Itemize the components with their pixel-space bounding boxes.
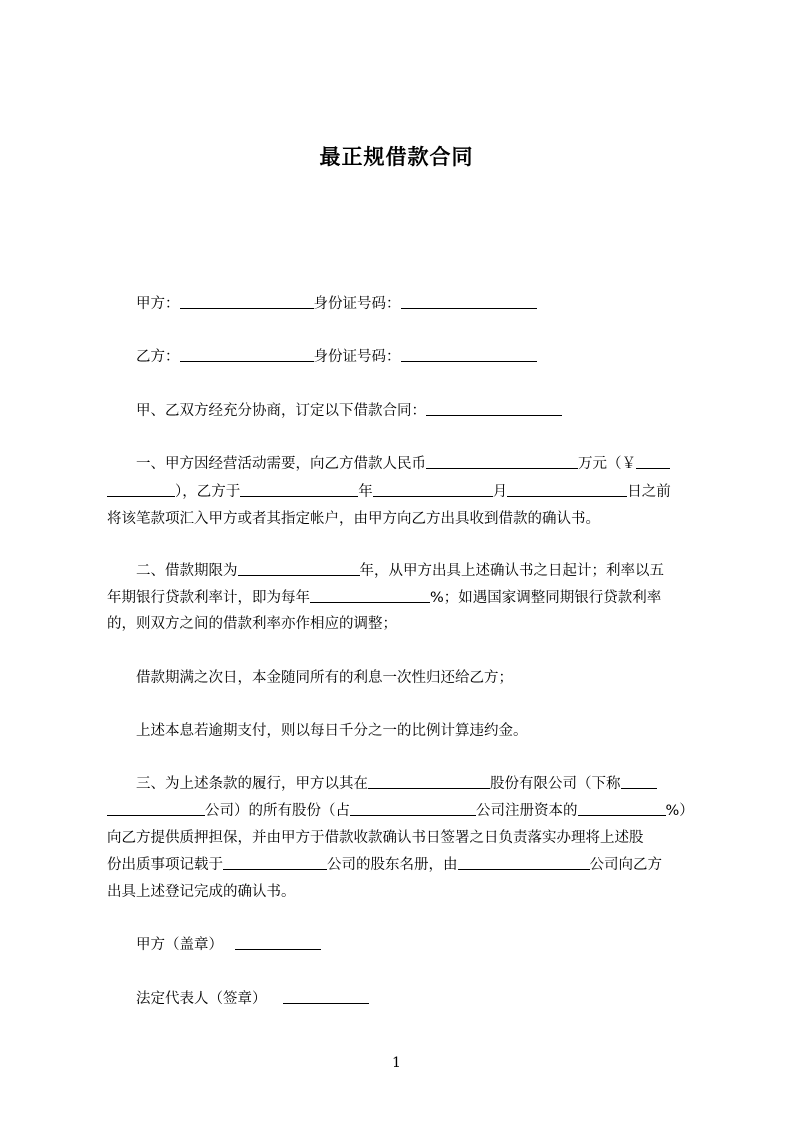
party-a-seal-line [0,933,793,954]
party-b-line [0,345,793,366]
clause3-text-f: 向乙方提供质押担保，并由甲方于借款收款确认书日签署之日负责落实办理将上述股 [107,830,644,846]
party-a-seal-blank [235,935,321,950]
clause3-line5 [0,880,793,901]
penalty-text: 上述本息若逾期支付，则以每日千分之一的比例计算违约金。 [136,723,528,739]
clause1-line2 [0,480,793,501]
clause1-text-c: ），乙方于 [175,484,241,500]
interest-rate-blank [310,588,430,603]
loan-term-blank [238,561,360,576]
clause2-line1 [0,559,793,580]
clause1-text-b: 万元（￥ [578,456,636,472]
clause3-line1 [0,772,793,793]
legal-rep-signature-blank [283,989,369,1004]
party-a-name-blank [180,294,314,309]
confirm-company-blank [458,855,590,870]
clause2-text-d: %；如遇国家调整同期银行贷款利率 [430,590,662,606]
party-a-id-label: 身份证号码： [313,296,401,312]
legal-rep-label: 法定代表人（签章） [136,991,267,1007]
short-name-blank [621,774,657,789]
clause2-text-e: 的，则双方之间的借款利率亦作相应的调整； [107,616,397,632]
clause2-text-a: 二、借款期限为 [136,563,238,579]
clause3-text-i: 公司向乙方 [589,857,662,873]
document-title: 最正规借款合同 [319,145,474,169]
party-b-name-blank [180,347,314,362]
clause2-line3 [0,612,793,633]
month-blank [373,482,493,497]
clause3-text-h: 公司的股东名册，由 [327,857,458,873]
clause3-text-e: %） [665,803,694,819]
register-company-blank [223,855,327,870]
party-b-label: 乙方： [136,349,180,365]
party-a-label: 甲方： [136,296,180,312]
clause3-line3 [0,826,793,847]
intro-line [0,399,793,420]
clause1-text-e: 月 [492,484,508,500]
day-blank [507,482,627,497]
clause1-line1 [0,452,793,473]
clause3-text-g: 份出质事项记载于 [107,857,223,873]
clause2-text-b: 年，从甲方出具上述确认书之日起计；利率以五 [359,563,664,579]
amount-words-blank [426,454,578,469]
page-number: 1 [392,1055,401,1071]
legal-rep-line [0,987,793,1008]
clause1-text-f: 日之前 [627,484,671,500]
clause1-text-a: 一、甲方因经营活动需要，向乙方借款人民币 [136,456,426,472]
clause3-text-a: 三、为上述条款的履行，甲方以其在 [136,776,368,792]
share-percent-blank [578,801,666,816]
clause3-text-c: 公司）的所有股份（占 [205,803,350,819]
party-a-id-blank [401,294,537,309]
party-a-line [0,292,793,313]
clause3-text-b: 股份有限公司（下称 [490,776,621,792]
clause2-line2 [0,586,793,607]
intro-text: 甲、乙双方经充分协商，订定以下借款合同： [136,403,426,419]
clause3-text-j: 出具上述登记完成的确认书。 [107,884,296,900]
company-name-blank [368,774,490,789]
intro-blank [426,401,562,416]
clause3-text-d: 公司注册资本的 [476,803,578,819]
short-name-blank-cont [107,801,205,816]
maturity-text: 借款期满之次日，本金随同所有的利息一次性归还给乙方； [136,670,513,686]
share-company-blank [350,801,476,816]
clause1-text-g: 将该笔款项汇入甲方或者其指定帐户，由甲方向乙方出具收到借款的确认书。 [107,511,600,527]
clause1-line3 [0,507,793,528]
clause3-line2 [0,799,793,820]
year-blank [240,482,358,497]
amount-figure-blank [636,454,670,469]
amount-figure-blank-cont [107,482,175,497]
clause3-line4 [0,853,793,874]
maturity-line [0,666,793,687]
clause1-text-d: 年 [358,484,373,500]
penalty-line [0,719,793,740]
party-b-id-blank [401,347,537,362]
clause2-text-c: 年期银行贷款利率计，即为每年 [107,590,310,606]
party-a-seal-label: 甲方（盖章） [136,937,223,953]
party-b-id-label: 身份证号码： [313,349,401,365]
